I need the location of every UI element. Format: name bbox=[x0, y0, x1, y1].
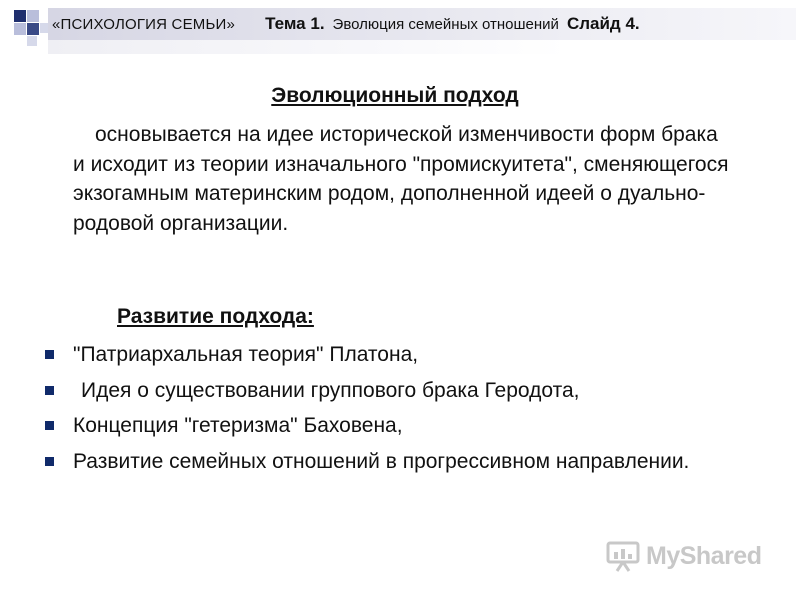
body-paragraph: основывается на идее исторической изменчивости форм брака и исходит из теории изначального "промискуитета", сменяющегося экзогамным материнским родом, дополненной идеей о дуально-родовой организации. bbox=[73, 123, 729, 235]
corner-square-light bbox=[14, 23, 26, 35]
slide-title: Эволюционный подход bbox=[271, 84, 519, 107]
list-item-text: Концепция "гетеризма" Баховена, bbox=[73, 414, 403, 437]
corner-square-dark bbox=[14, 10, 26, 22]
presentation-board-icon bbox=[606, 540, 640, 572]
square-bullet-icon bbox=[45, 457, 54, 466]
square-bullet-icon bbox=[45, 421, 54, 430]
corner-square-light bbox=[27, 10, 39, 22]
square-bullet-icon bbox=[45, 386, 54, 395]
corner-square-dark bbox=[27, 23, 39, 35]
square-bullet-icon bbox=[45, 350, 54, 359]
watermark bbox=[606, 538, 761, 574]
slide-header bbox=[52, 14, 640, 35]
watermark-text: MyShared bbox=[646, 541, 762, 570]
list-item bbox=[42, 340, 742, 370]
corner-square-light bbox=[27, 36, 37, 46]
list-item-text: Идея о существовании группового брака Геродота, bbox=[81, 378, 580, 402]
slide-number: Слайд 4. bbox=[566, 14, 640, 33]
list-item-text: Развитие семейных отношений в прогрессивном направлении. bbox=[73, 449, 690, 473]
list-item-text: "Патриархальная теория" Платона, bbox=[73, 343, 419, 366]
list-item bbox=[42, 376, 742, 406]
list-item bbox=[42, 447, 742, 477]
topic-number: Тема 1. bbox=[265, 14, 325, 33]
list-item bbox=[42, 411, 742, 441]
topic-title: Эволюция семейных отношений bbox=[332, 16, 559, 33]
course-name: «ПСИХОЛОГИЯ СЕМЬИ» bbox=[52, 16, 236, 33]
bullet-list bbox=[42, 340, 742, 482]
header-shade bbox=[48, 40, 568, 54]
sub-heading: Развитие подхода: bbox=[117, 305, 314, 328]
